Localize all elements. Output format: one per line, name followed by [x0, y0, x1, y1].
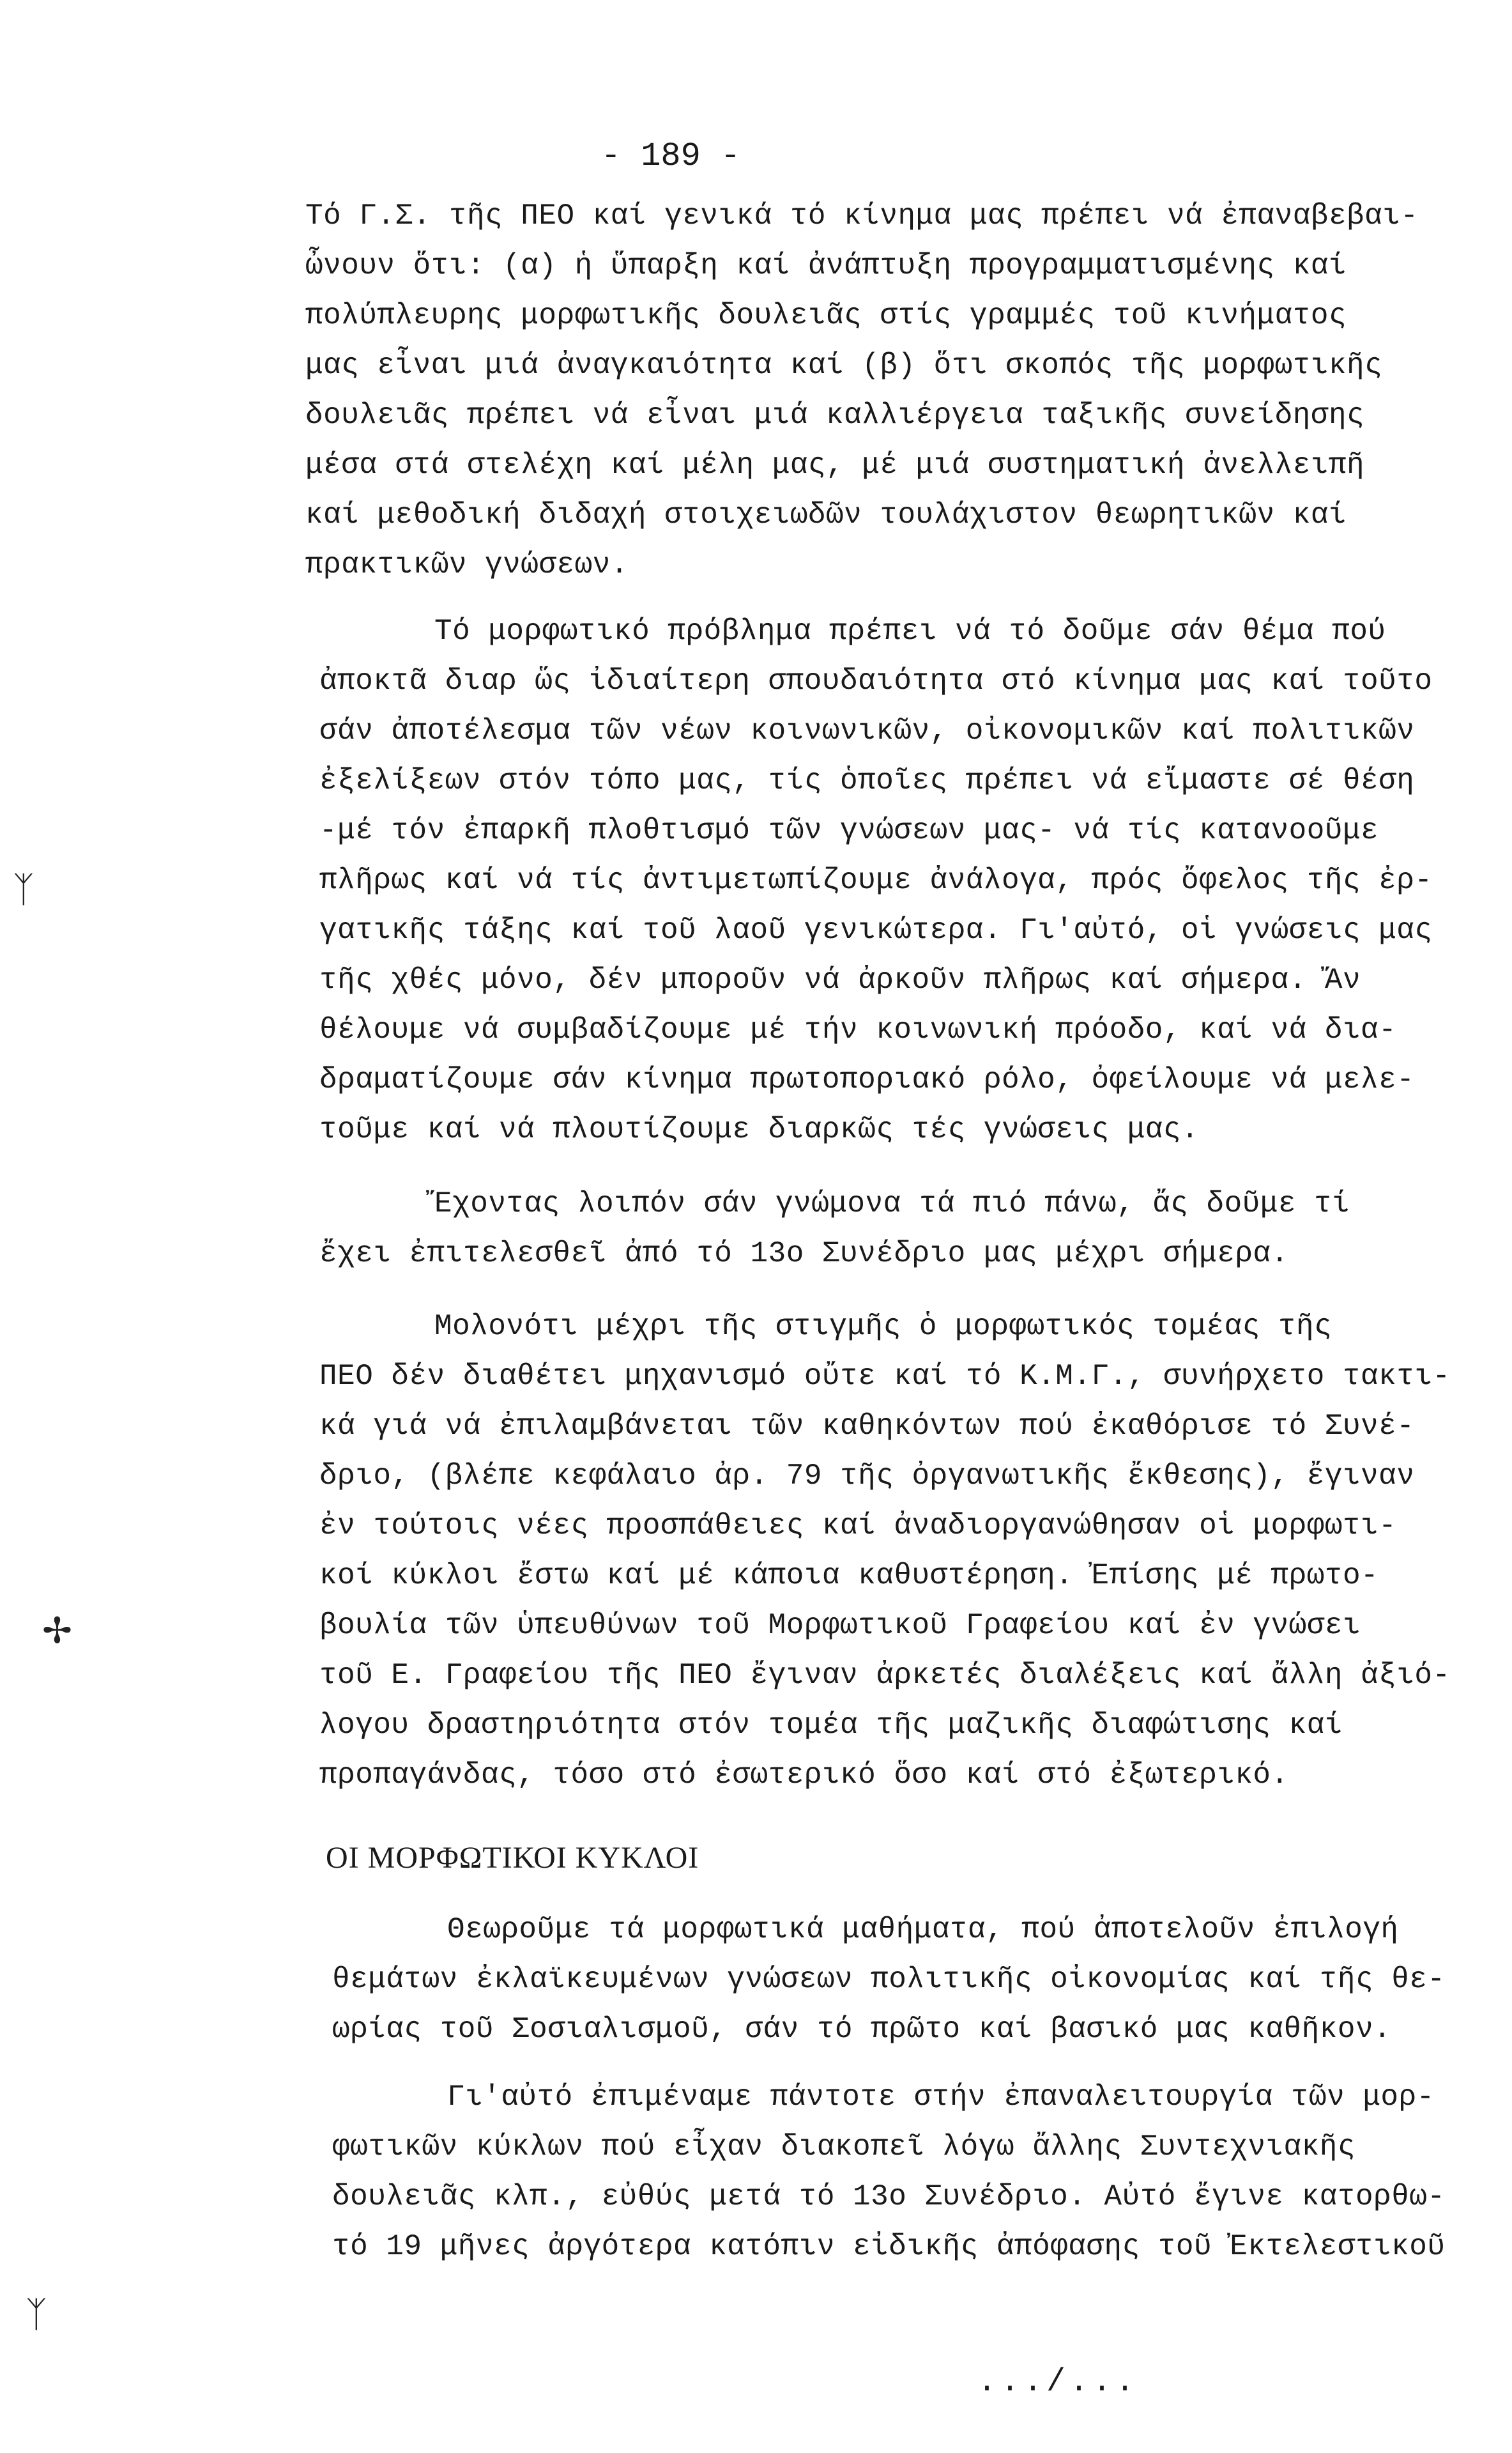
paragraph-2-line-11: τοῦμε καί νά πλουτίζουμε διαρκῶς τές γνώσεις μας. — [319, 1113, 1200, 1146]
paragraph-6-line-2: φωτικῶν κύκλων πού εἶχαν διακοπεῖ λόγω ἄλλης Συντεχνιακῆς — [332, 2130, 1355, 2164]
paragraph-2-line-6: πλῆρως καί νά τίς ἀντιμετωπίζουμε ἀνάλογα, πρός ὄφελος τῆς ἐρ- — [319, 864, 1433, 897]
paragraph-1-line-4: μας εἶναι μιά ἀναγκαιότητα καί (β) ὅτι σκοπός τῆς μορφωτικῆς — [305, 349, 1383, 382]
paragraph-2-line-9: θέλουμε νά συμβαδίζουμε μέ τήν κοινωνική πρόοδο, καί νά δια- — [319, 1013, 1397, 1047]
paragraph-5-line-2: θεμάτων ἐκλαϊκευμένων γνώσεων πολιτικῆς οἰκονομίας καί τῆς θε- — [332, 1963, 1446, 1996]
paragraph-5-line-3: ωρίας τοῦ Σοσιαλισμοῦ, σάν τό πρῶτο καί βασικό μας καθῆκον. — [332, 2013, 1392, 2046]
paragraph-2-line-8: τῆς χθές μόνο, δέν μποροῦν νά ἀρκοῦν πλῆρως καί σήμερα. Ἄν — [319, 964, 1361, 997]
paragraph-2-line-3: σάν ἀποτέλεσμα τῶν νέων κοινωνικῶν, οἰκονομικῶν καί πολιτικῶν — [319, 714, 1415, 748]
paragraph-5-line-1: Θεωροῦμε τά μορφωτικά μαθήματα, πού ἀποτελοῦν ἐπιλογή — [447, 1913, 1399, 1946]
paragraph-1-line-2: ὦνουν ὅτι: (α) ἡ ὕπαρξη καί ἀνάπτυξη προγραμματισμένης καί — [305, 249, 1347, 282]
paragraph-4-line-10: προπαγάνδας, τόσο στό ἐσωτερικό ὅσο καί στό ἐξωτερικό. — [319, 1758, 1289, 1792]
paragraph-2-line-1: Τό μορφωτικό πρόβλημα πρέπει νά τό δοῦμε σάν θέμα πού — [434, 615, 1386, 648]
paragraph-2-line-2: ἀποκτᾶ διαρ ὥς ἰδιαίτερη σπουδαιότητα στό κίνημα μας καί τοῦτο — [319, 665, 1433, 698]
paragraph-4-line-4: δριο, (βλέπε κεφάλαιο ἀρ. 79 τῆς ὀργανωτικῆς ἔκθεσης), ἔγιναν — [319, 1459, 1415, 1493]
paragraph-4-line-9: λογου δραστηριότητα στόν τομέα τῆς μαζικῆς διαφώτισης καί — [319, 1709, 1343, 1742]
paragraph-6-line-3: δουλειᾶς κλπ., εὐθύς μετά τό 13ο Συνέδριο. Αὐτό ἔγινε κατορθω- — [332, 2180, 1446, 2213]
paragraph-4-line-7: βουλία τῶν ὑπευθύνων τοῦ Μορφωτικοῦ Γραφείου καί ἐν γνώσει — [319, 1609, 1361, 1642]
paragraph-1-line-6: μέσα στά στελέχη καί μέλη μας, μέ μιά συστηματική ἀνελλειπῆ — [305, 449, 1365, 482]
paragraph-2-line-7: γατικῆς τάξης καί τοῦ λαοῦ γενικώτερα. Γι'αὐτό, οἱ γνώσεις μας — [319, 914, 1433, 947]
paragraph-4-line-8: τοῦ Ε. Γραφείου τῆς ΠΕΟ ἔγιναν ἀρκετές διαλέξεις καί ἄλλη ἀξιό- — [319, 1659, 1451, 1692]
margin-mark-middle: ✢ — [42, 1610, 72, 1652]
paragraph-4-line-2: ΠΕΟ δέν διαθέτει μηχανισμό οὔτε καί τό Κ.Μ.Γ., συνήρχετο τακτι- — [319, 1360, 1451, 1393]
continuation-mark: .../... — [977, 2364, 1139, 2401]
paragraph-4-line-5: ἐν τούτοις νέες προσπάθειες καί ἀναδιοργανώθησαν οἱ μορφωτι- — [319, 1509, 1397, 1542]
paragraph-2-line-4: ἐξελίξεων στόν τόπο μας, τίς ὁποῖες πρέπει νά εἴμαστε σέ θέση — [319, 764, 1415, 797]
paragraph-1-line-5: δουλειᾶς πρέπει νά εἶναι μιά καλλιέργεια ταξικῆς συνείδησης — [305, 399, 1365, 432]
paragraph-4-line-6: κοί κύκλοι ἔστω καί μέ κάποια καθυστέρηση. Ἐπίσης μέ πρωτο- — [319, 1559, 1379, 1592]
paragraph-2-line-10: δραματίζουμε σάν κίνημα πρωτοποριακό ρόλο, ὀφείλουμε νά μελε- — [319, 1063, 1415, 1096]
paragraph-1-line-3: πολύπλευρης μορφωτικῆς δουλειᾶς στίς γραμμές τοῦ κινήματος — [305, 299, 1347, 332]
paragraph-4-line-3: κά γιά νά ἐπιλαμβάνεται τῶν καθηκόντων πού ἐκαθόρισε τό Συνέ- — [319, 1410, 1415, 1443]
margin-mark-upper: ᛉ — [13, 869, 34, 911]
paragraph-6-line-1: Γι'αὐτό ἐπιμέναμε πάντοτε στήν ἐπαναλειτουργία τῶν μορ- — [447, 2080, 1435, 2114]
page-number: - 189 - — [600, 137, 741, 175]
paragraph-1-line-7: καί μεθοδική διδαχή στοιχειωδῶν τουλάχιστον θεωρητικῶν καί — [305, 498, 1347, 532]
paragraph-3-line-2: ἔχει ἐπιτελεσθεῖ ἀπό τό 13ο Συνέδριο μας μέχρι σήμερα. — [319, 1237, 1289, 1270]
paragraph-4-line-1: Μολονότι μέχρι τῆς στιγμῆς ὁ μορφωτικός τομέας τῆς — [434, 1310, 1333, 1343]
paragraph-1-line-8: πρακτικῶν γνώσεων. — [305, 548, 629, 581]
margin-mark-lower: ᛉ — [26, 2294, 47, 2335]
paragraph-3-line-1: Ἔχοντας λοιπόν σάν γνώμονα τά πιό πάνω, ἄς δοῦμε τί — [434, 1187, 1350, 1220]
paragraph-6-line-4: τό 19 μῆνες ἀργότερα κατόπιν εἰδικῆς ἀπόφασης τοῦ Ἐκτελεστικοῦ — [332, 2230, 1446, 2263]
paragraph-1-line-1: Τό Γ.Σ. τῆς ΠΕΟ καί γενικά τό κίνημα μας πρέπει νά ἐπαναβεβαι- — [305, 199, 1419, 233]
section-heading: ΟΙ ΜΟΡΦΩΤΙΚΟΙ ΚΥΚΛΟΙ — [326, 1841, 699, 1875]
paragraph-2-line-5: -μέ τόν ἐπαρκῆ πλοθτισμό τῶν γνώσεων μας- νά τίς κατανοοῦμε — [319, 814, 1379, 847]
